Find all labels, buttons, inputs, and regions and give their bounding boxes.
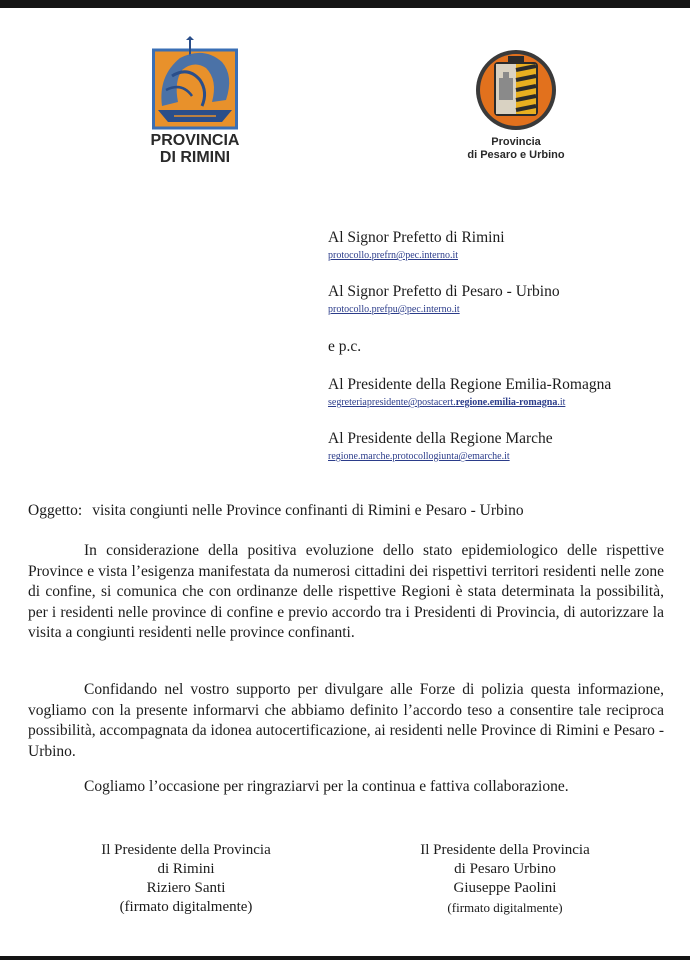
signature-province: di Pesaro Urbino (454, 861, 556, 877)
signature-note: (firmato digitalmente) (119, 899, 253, 915)
subject-line (28, 502, 524, 520)
recipient-regione-emilia-romagna (328, 376, 668, 409)
recipient-name: Al Signor Prefetto di Pesaro - Urbino (328, 283, 560, 300)
subject-label: Oggetto: (28, 502, 83, 519)
recipient-prefetto-pesaro (328, 283, 668, 316)
signature-name: Riziero Santi (146, 880, 226, 896)
signature-rimini (66, 841, 306, 917)
email-part-bold: regione.emilia-romagna (455, 397, 558, 408)
recipient-regione-marche (328, 430, 668, 463)
pesaro-logo-line1: Provincia (491, 136, 541, 148)
recipient-name: Al Signor Prefetto di Rimini (328, 229, 505, 246)
recipient-email-link[interactable]: protocollo.prefpu@pec.interno.it (328, 304, 460, 315)
signature-note: (firmato digitalmente) (447, 900, 563, 915)
bottom-border (0, 956, 690, 960)
recipient-email-link[interactable] (328, 396, 668, 409)
body-paragraph-2: Confidando nel vostro supporto per divulgare alle Forze di polizia questa informazione, vogliamo con la presente informarvi che abbiamo definito l’accordo teso a consentire tale reciproca possibilità, accompagnata da idonea autocertificazione, ai residenti nelle Province di Rimini e Pesaro - Urbino. (28, 681, 664, 760)
signature-province: di Rimini (157, 861, 215, 877)
email-part: .it (557, 397, 566, 408)
body-paragraph-1: In considerazione della positiva evoluzione dello stato epidemiologico delle rispettive Province e vista l’esigenza manifestata da numerosi cittadini dei rispettivi territori residenti nelle zone di confine, si comunica che con ordinanze delle rispettive Regioni è stata determinata la possibilità, per i residenti nelle province di confine e previo accordo tra i Presidenti di Provincia, di autorizzare la visita a congiunti residenti nelle province confinanti. (28, 542, 664, 641)
rimini-logo (140, 36, 250, 176)
recipient-name: Al Presidente della Regione Marche (328, 430, 553, 447)
signature-name: Giuseppe Paolini (453, 880, 557, 896)
subject-text: visita congiunti nelle Province confinanti di Rimini e Pesaro - Urbino (92, 502, 524, 519)
recipient-name: Al Presidente della Regione Emilia-Romagna (328, 376, 612, 393)
pesaro-logo (456, 48, 576, 168)
signature-role: Il Presidente della Provincia (101, 842, 271, 858)
email-part: segreteriapresidente@postacert. (328, 397, 456, 408)
signature-pesaro (385, 841, 625, 917)
top-border (0, 0, 690, 8)
pesaro-logo-line2: di Pesaro e Urbino (467, 149, 565, 161)
pesaro-urbino-coat-of-arms-icon (474, 48, 558, 132)
cc-label: e p.c. (328, 338, 362, 355)
rimini-ship-emblem-icon (152, 36, 238, 130)
recipient-email-link[interactable]: protocollo.prefrn@pec.interno.it (328, 250, 458, 261)
body-paragraph-3: Cogliamo l’occasione per ringraziarvi per la continua e fattiva collaborazione. (84, 778, 569, 795)
rimini-logo-line2: DI RIMINI (159, 149, 231, 166)
signature-role: Il Presidente della Provincia (420, 842, 590, 858)
recipient-prefetto-rimini (328, 229, 668, 262)
recipient-email-link[interactable]: regione.marche.protocollogiunta@emarche.it (328, 451, 510, 462)
rimini-logo-line1: PROVINCIA (150, 132, 240, 149)
